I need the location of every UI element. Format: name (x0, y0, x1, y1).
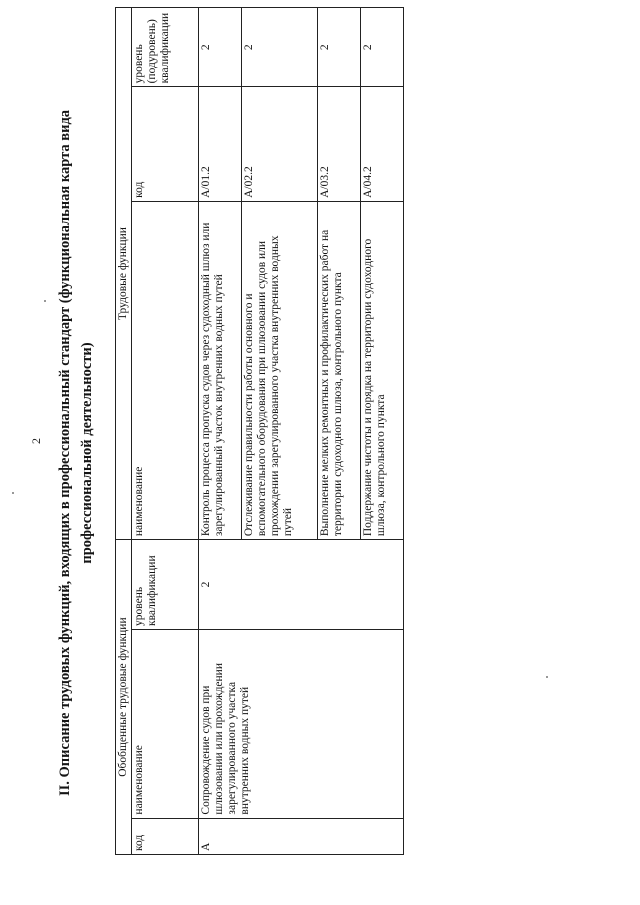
header-labor-name: наименование (132, 201, 199, 539)
generalized-name: Сопровождение судов при шлюзовании или прохождении зарегулированного участка внутренних водных путей (199, 629, 404, 818)
function-code: A/04.2 (361, 87, 404, 201)
header-level: уровень квалификации (132, 540, 199, 630)
function-level: 2 (199, 8, 242, 87)
header-code: код (132, 818, 199, 854)
header-labor-functions: Трудовые функции (116, 8, 132, 540)
scan-speck (44, 300, 46, 302)
function-level: 2 (361, 8, 404, 87)
table-header-columns-row (132, 8, 199, 855)
function-code: A/01.2 (199, 87, 242, 201)
header-name: наименование (132, 629, 199, 818)
table-row (199, 8, 242, 855)
header-generalized-functions: Обобщенные трудовые функции (116, 540, 132, 855)
heading-line-2: профессиональной деятельности) (79, 342, 95, 564)
function-name: Выполнение мелких ремонтных и профилактических работ на территории судоходного шлюза, контрольного пункта (318, 201, 361, 539)
section-heading (54, 83, 98, 823)
function-name: Отслеживание правильности работы основного и вспомогательного оборудования при шлюзовании судов или прохождении зарегулированного участка внутренних водных путей (242, 201, 318, 539)
function-name: Поддержание чистоты и порядка на территории судоходного шлюза, контрольного пункта (361, 201, 404, 539)
functional-map-table (115, 7, 404, 855)
page-number: 2 (29, 438, 43, 444)
table-header-group-row (116, 8, 132, 855)
function-name: Контроль процесса пропуска судов через судоходный шлюз или зарегулированный участок внутренних водных путей (199, 201, 242, 539)
generalized-code: А (199, 818, 404, 854)
function-level: 2 (318, 8, 361, 87)
scan-speck (12, 492, 14, 494)
heading-line-1: II. Описание трудовых функций, входящих в профессиональный стандарт (функциональная карта вида (57, 109, 73, 797)
function-level: 2 (242, 8, 318, 87)
header-labor-code: код (132, 87, 199, 201)
function-code: A/02.2 (242, 87, 318, 201)
scan-speck (546, 676, 548, 678)
function-code: A/03.2 (318, 87, 361, 201)
header-sublevel: уровень (подуровень) квалификации (132, 8, 199, 87)
generalized-level: 2 (199, 540, 404, 630)
